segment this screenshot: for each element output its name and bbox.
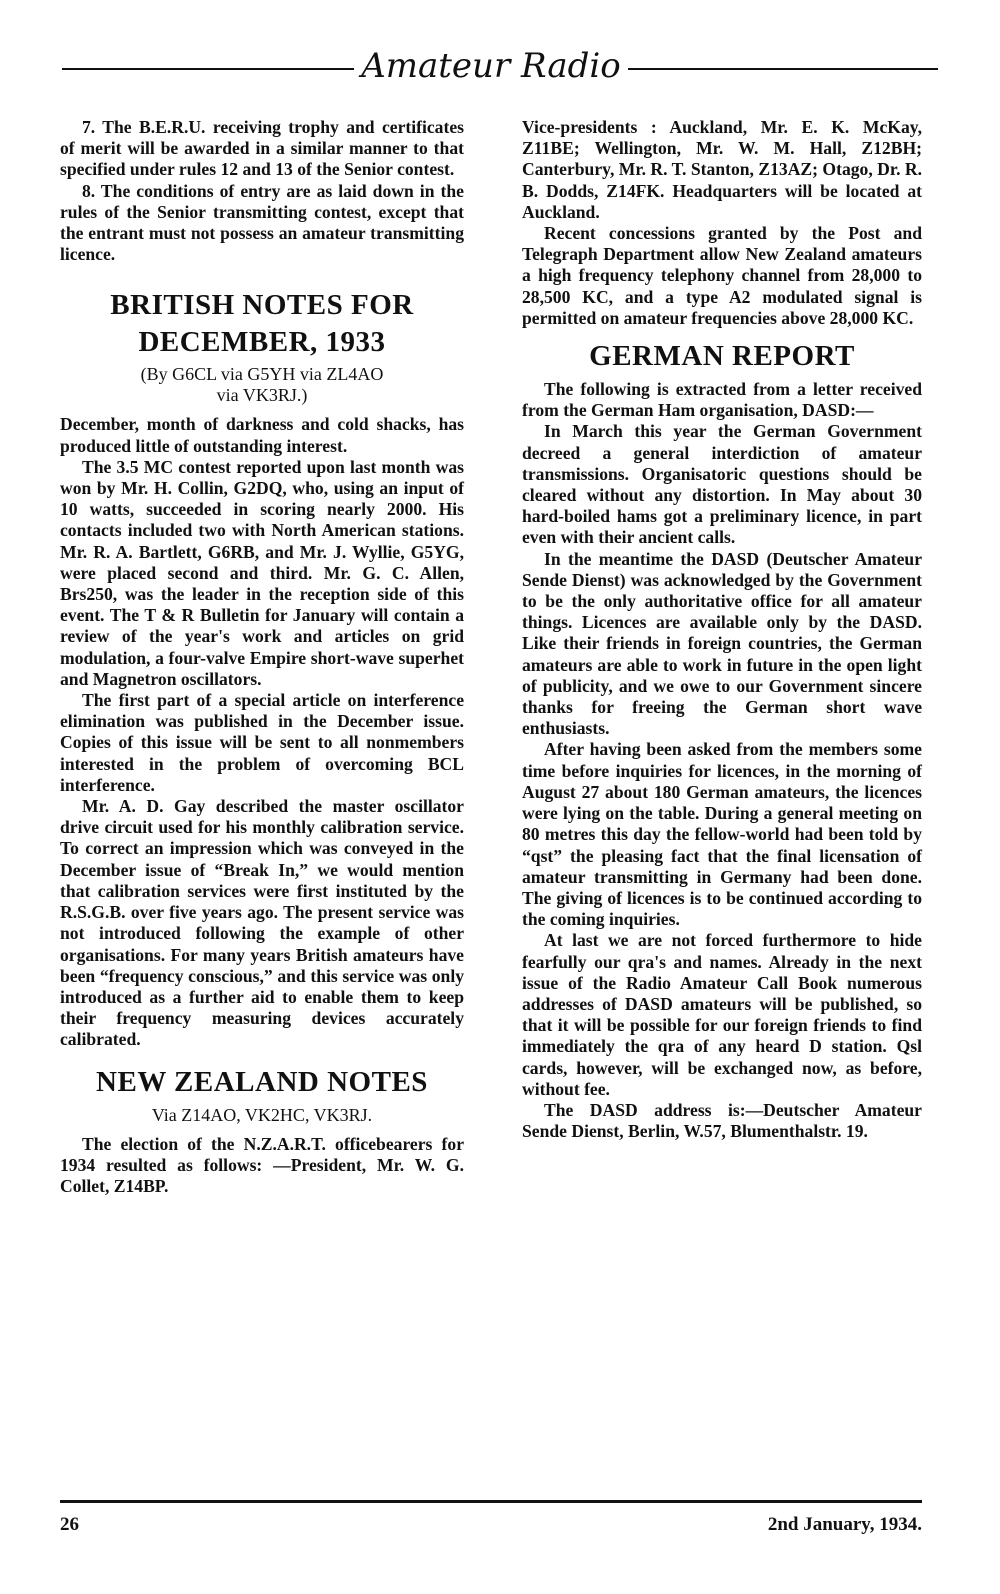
paragraph: Vice-presidents : Auckland, Mr. E. K. McKay, Z11BE; Wellington, Mr. W. M. Hall, Z12BH; Canterbury, Mr. R. T. Stanton, Z13AZ; Otago, Dr. R. B. Dodds, Z14FK. Headquarters will be located at Auckland. xyxy=(522,117,922,222)
paragraph: 8. The conditions of entry are as laid down in the rules of the Senior transmitting contest, except that the entrant must not possess an amateur transmitting licence. xyxy=(60,180,464,265)
paragraph: The DASD address is:—Deutscher Amateur Sende Dienst, Berlin, W.57, Blumenthalstr. 19. xyxy=(522,1099,922,1142)
new-zealand-notes-byline: Via Z14AO, VK2HC, VK3RJ. xyxy=(151,1104,373,1125)
footer-rule xyxy=(60,1500,922,1503)
page-number: 26 xyxy=(60,1514,79,1535)
british-notes-heading xyxy=(60,287,464,361)
left-column xyxy=(60,117,464,1197)
issue-date: 2nd January, 1934. xyxy=(767,1514,922,1535)
paragraph: The 3.5 MC contest reported upon last month was won by Mr. H. Collin, G2DQ, who, using an input of 10 watts, succeeded in scoring nearly 2000. His contacts included two with North American stations. Mr. R. A. Bartlett, G6RB, and Mr. J. Wyllie, G5YG, were placed second and third. Mr. G. C. Allen, Brs250, was the leader in the reception side of this event. The T & R Bulletin for January will contain a review of the year's work and articles on grid modulation, a four-valve Empire short-wave superhet and Magnetron oscillators. xyxy=(60,456,464,689)
paragraph: Recent concessions granted by the Post and Telegraph Department allow New Zealand amateurs a high frequency telephony channel from 28,000 to 28,500 KC, and a type A2 modulated signal is permitted on amateur frequencies above 28,000 KC. xyxy=(522,223,922,328)
right-column xyxy=(522,117,922,1142)
paragraph: At last we are not forced furthermore to hide fearfully our qra's and names. Already in the next issue of the Radio Amateur Call Book numerous addresses of DASD amateurs will be published, so that it will be possible for our foreign friends to find immediately the qra of any heard D station. Qsl cards, however, will be exchanged now, as before, without fee. xyxy=(522,930,922,1099)
paragraph: December, month of darkness and cold shacks, has produced little of outstanding interest. xyxy=(60,414,464,456)
masthead xyxy=(62,44,938,88)
paragraph: The following is extracted from a letter received from the German Ham organisation, DASD:— xyxy=(522,379,922,421)
paragraph: The election of the N.Z.A.R.T. officebearers for 1934 resulted as follows: —President, Mr. W. G. Collet, Z14BP. xyxy=(60,1133,464,1196)
paragraph: The first part of a special article on interference elimination was published in the December issue. Copies of this issue will be sent to all nonmembers interested in the problem of overcoming BCL interference. xyxy=(60,690,464,795)
paragraph: 7. The B.E.R.U. receiving trophy and certificates of merit will be awarded in a similar manner to that specified under rules 12 and 13 of the Senior contest. xyxy=(60,117,464,180)
new-zealand-notes-heading: NEW ZEALAND NOTES xyxy=(96,1065,428,1098)
heading-line: BRITISH NOTES FOR xyxy=(110,289,414,322)
byline-line: via VK3RJ.) xyxy=(216,385,308,406)
heading-line: DECEMBER, 1933 xyxy=(138,326,386,359)
masthead-rule-right xyxy=(628,68,938,70)
masthead-rule-left xyxy=(62,68,354,70)
paragraph: After having been asked from the members some time before inquiries for licences, in the morning of August 27 about 180 German amateurs, the licences were lying on the table. During a general meeting on 80 metres this day the fellow-world had been told by “qst” the pleasing fact that the final licensation of amateur transmitting in Germany had been done. The giving of licences is to be continued according to the coming inquiries. xyxy=(522,739,922,930)
paragraph: In the meantime the DASD (Deutscher Amateur Sende Dienst) was acknowledged by the Government to be the only authoritative office for all amateur things. Licences are available only by the DASD. Like their friends in foreign countries, the German amateurs are able to work in future in the open light of publicity, and we owe to our Government sincere thanks for freeing the German short wave enthusiasts. xyxy=(522,548,922,739)
british-notes-byline xyxy=(60,364,464,406)
paragraph: Mr. A. D. Gay described the master oscillator drive circuit used for his monthly calibration service. To correct an impression which was conveyed in the December issue of “Break In,” we would mention that calibration services were first instituted by the R.S.G.B. over five years ago. The present service was not introduced following the example of other organisations. For many years British amateurs have been “frequency conscious,” and this service was only introduced as a further aid to enable them to keep their frequency measuring devices accurately calibrated. xyxy=(60,796,464,1050)
german-report-heading: GERMAN REPORT xyxy=(589,340,855,373)
byline-line: (By G6CL via G5YH via ZL4AO xyxy=(140,364,384,385)
paragraph: In March this year the German Government decreed a general interdiction of amateur transmissions. Organisatoric questions should be cleared without any distortion. In May about 30 hard-boiled hams got a preliminary licence, in part even with their ancient calls. xyxy=(522,421,922,548)
masthead-title: Amateur Radio xyxy=(361,46,621,86)
